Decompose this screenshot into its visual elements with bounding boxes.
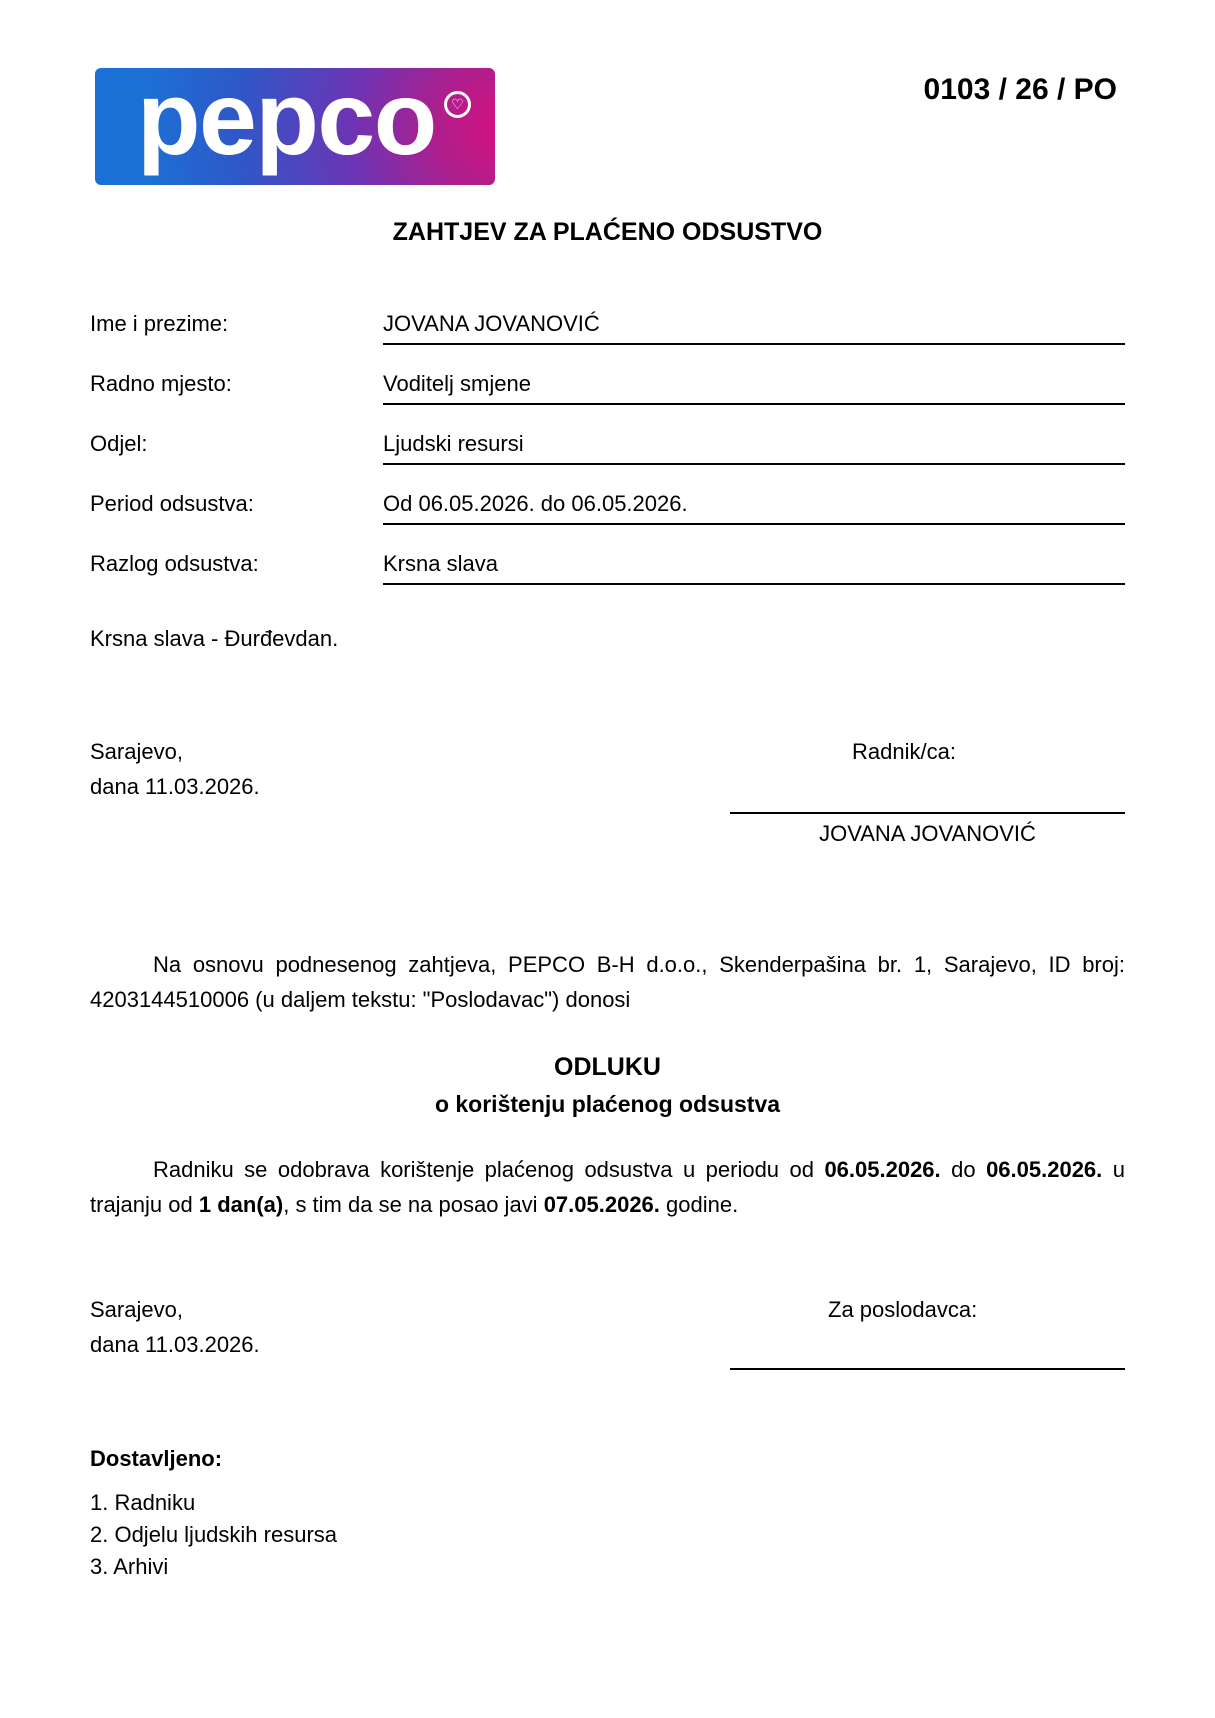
field-underline	[383, 583, 1125, 585]
distribution-heading: Dostavljeno:	[90, 1446, 223, 1471]
heart-glyph: ♡	[451, 96, 464, 113]
decision-text: do	[940, 1157, 987, 1182]
field-underline	[383, 343, 1125, 345]
field-label-period: Period odsustva:	[90, 491, 254, 516]
request-date: dana 11.03.2026.	[90, 774, 260, 799]
decision-text: Radniku se odobrava korištenje plaćenog odsustva u periodu od	[153, 1157, 825, 1182]
employee-signature-line	[730, 812, 1125, 814]
field-label-position: Radno mjesto:	[90, 371, 232, 396]
approval-place-date	[90, 1292, 260, 1362]
field-label-name: Ime i prezime:	[90, 311, 229, 336]
distribution-item: 2. Odjelu ljudskih resursa	[90, 1522, 338, 1547]
approval-date: dana 11.03.2026.	[90, 1332, 260, 1357]
field-underline	[383, 403, 1125, 405]
approval-place: Sarajevo,	[90, 1297, 183, 1322]
field-label-department: Odjel:	[90, 431, 148, 456]
page-title: ZAHTJEV ZA PLAĆENO ODSUSTVO	[392, 218, 823, 246]
employee-role-label: Radnik/ca:	[852, 739, 956, 764]
decision-paragraph	[90, 1152, 1125, 1222]
field-value-position: Voditelj smjene	[383, 371, 531, 396]
decision-text: , s tim da se na posao javi	[283, 1192, 544, 1217]
pepco-wordmark: pepco	[137, 61, 436, 177]
decision-title: ODLUKU	[554, 1053, 661, 1081]
reason-note: Krsna slava - Đurđevdan.	[90, 626, 339, 651]
field-value-period: Od 06.05.2026. do 06.05.2026.	[383, 491, 688, 516]
employee-signature-name: JOVANA JOVANOVIĆ	[819, 821, 1036, 846]
decision-subtitle: o korištenju plaćenog odsustva	[434, 1091, 781, 1117]
field-label-reason: Razlog odsustva:	[90, 551, 259, 576]
document-number: 0103 / 26 / PO	[923, 73, 1117, 106]
distribution-item: 1. Radniku	[90, 1490, 196, 1515]
request-place-date	[90, 734, 260, 804]
decision-date-from: 06.05.2026.	[824, 1157, 941, 1182]
pepco-logo	[95, 61, 495, 185]
field-underline	[383, 463, 1125, 465]
intro-paragraph: Na osnovu podnesenog zahtjeva, PEPCO B-H d.o.o., Skenderpašina br. 1, Sarajevo, ID broj: 4203144510006 (u daljem tekstu: "Poslodavac") donosi	[90, 952, 1125, 1012]
employer-signature-line	[730, 1368, 1125, 1370]
decision-text: u trajanju od	[90, 1157, 1125, 1217]
decision-text: godine.	[659, 1192, 739, 1217]
field-value-name: JOVANA JOVANOVIĆ	[383, 311, 600, 336]
field-value-department: Ljudski resursi	[383, 431, 524, 456]
decision-date-to: 06.05.2026.	[986, 1157, 1103, 1182]
distribution-list	[90, 1487, 337, 1583]
distribution-item: 3. Arhivi	[90, 1554, 169, 1579]
request-place: Sarajevo,	[90, 739, 183, 764]
employer-role-label: Za poslodavca:	[828, 1297, 978, 1322]
decision-duration: 1 dan(a)	[198, 1192, 284, 1217]
field-underline	[383, 523, 1125, 525]
heart-icon	[444, 91, 471, 118]
decision-return-date: 07.05.2026.	[543, 1192, 660, 1217]
field-value-reason: Krsna slava	[383, 551, 498, 576]
